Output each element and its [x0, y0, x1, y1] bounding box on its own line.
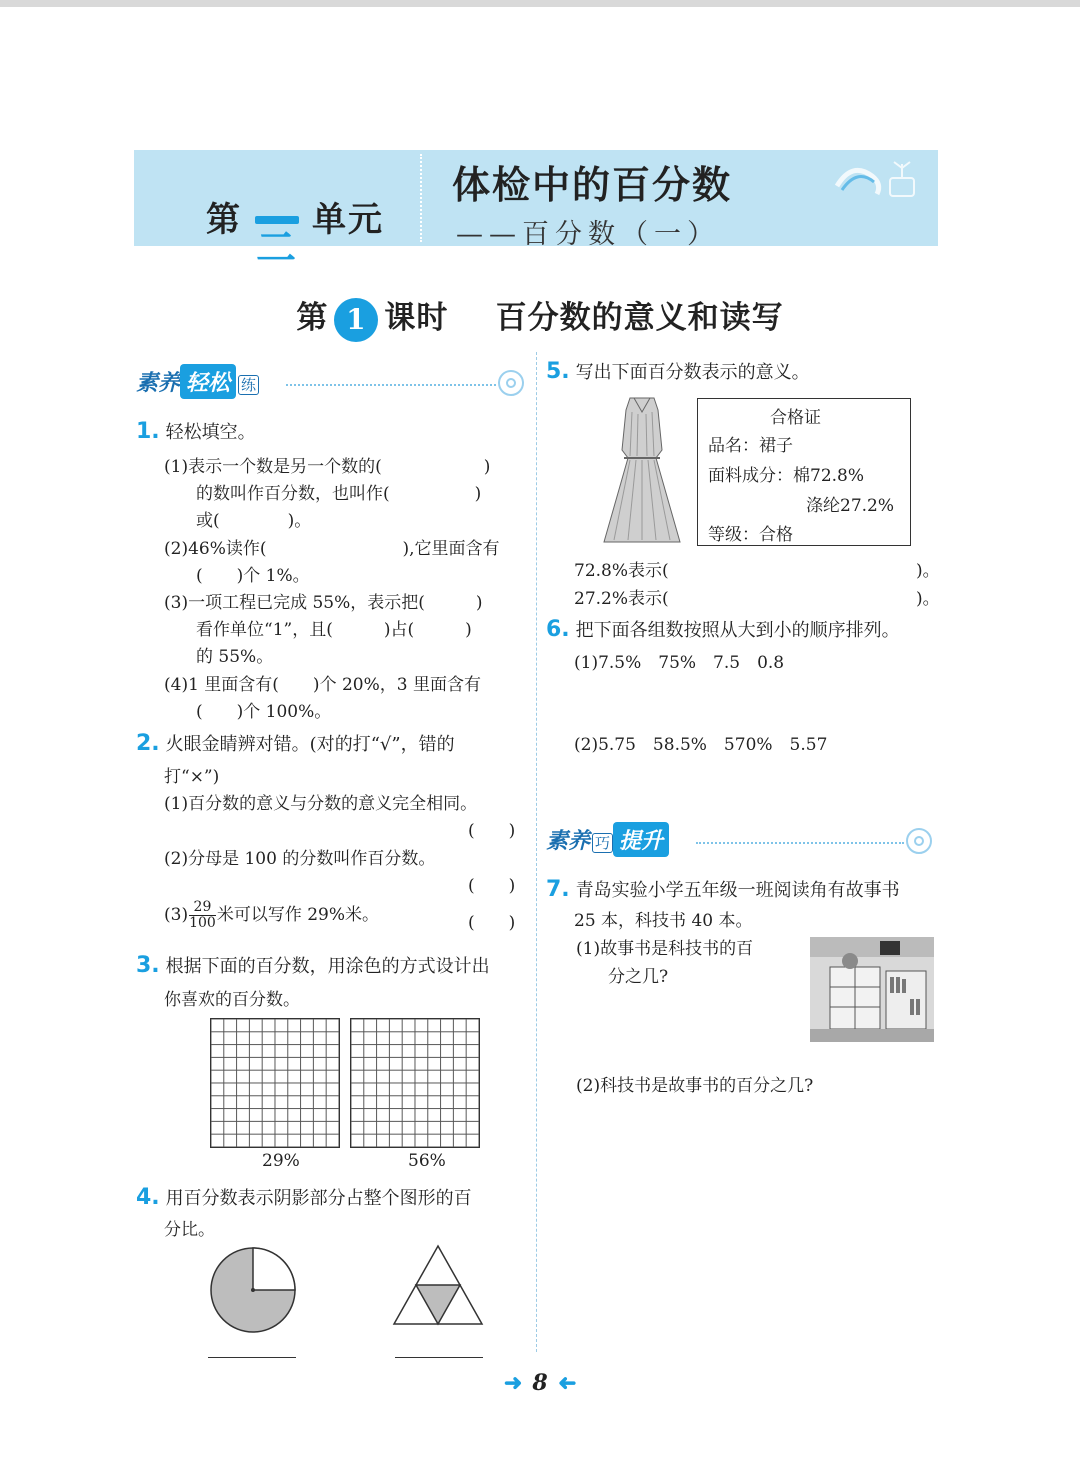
arrow-left-icon: ➜	[557, 1370, 577, 1396]
unit-banner	[134, 150, 938, 271]
grid-label: 56%	[408, 1151, 446, 1171]
lesson-suffix: 课时	[384, 300, 449, 336]
bookshelf-photo	[810, 937, 934, 1042]
column-divider	[536, 352, 537, 1352]
section-dotted-line	[286, 384, 496, 386]
q1-line: (2)46%读作( ),它里面含有	[164, 539, 500, 559]
q2-item-2: (2)分母是 100 的分数叫作百分数。	[164, 849, 436, 869]
unit-suffix: 单元	[312, 200, 384, 240]
hundred-grid[interactable]	[210, 1018, 340, 1148]
unit-title: 体检中的百分数	[452, 163, 733, 207]
q1-line: 的数叫作百分数，也叫作( )	[196, 484, 482, 504]
q7-title-cont: 25 本，科技书 40 本。	[574, 911, 753, 931]
question-5-title	[546, 358, 810, 386]
question-number: 4.	[136, 1185, 160, 1210]
circle-center	[251, 1288, 255, 1292]
cert-title: 合格证	[770, 408, 821, 428]
question-7-title	[546, 876, 900, 904]
question-text: 写出下面百分数表示的意义。	[575, 362, 810, 383]
shaded-circle-figure	[205, 1242, 301, 1338]
section-header-advanced	[546, 822, 936, 858]
q6-item-1: (1)7.5% 75% 7.5 0.8	[574, 653, 785, 673]
cert-fabric-2: 涤纶27.2%	[806, 496, 895, 516]
question-number: 7.	[546, 877, 570, 902]
fraction-denominator: 100	[189, 915, 216, 931]
question-text: 把下面各组数按照从大到小的顺序排列。	[575, 620, 900, 641]
q7-item-1: (1)故事书是科技书的百	[576, 939, 754, 959]
fraction-numerator: 29	[189, 900, 216, 916]
lesson-prefix: 第	[296, 300, 329, 336]
question-text: 火眼金睛辨对错。(对的打“√”，错的	[165, 734, 455, 755]
q7-item-1-cont: 分之几?	[608, 967, 669, 987]
q3-title-cont: 你喜欢的百分数。	[164, 990, 300, 1010]
unit-number-glyph: 二	[255, 216, 299, 224]
target-icon	[906, 828, 932, 854]
question-number: 1.	[136, 419, 160, 444]
q1-line: (1)表示一个数是另一个数的( )	[164, 457, 491, 477]
answer-paren[interactable]: ( )	[468, 876, 516, 896]
answer-line[interactable]	[395, 1357, 483, 1358]
answer-paren[interactable]: ( )	[468, 821, 516, 841]
question-number: 3.	[136, 953, 160, 978]
unit-label	[206, 192, 384, 271]
question-number: 6.	[546, 617, 570, 642]
dress-image	[600, 396, 684, 544]
question-2-title	[136, 730, 455, 758]
q5-line-1: 72.8%表示(	[574, 561, 669, 581]
q1-line: 或( )。	[196, 511, 312, 531]
q1-line: ( )个 1%。	[196, 566, 310, 586]
q6-item-2: (2)5.75 58.5% 570% 5.57	[574, 735, 828, 755]
q1-line: (4)1 里面含有( )个 20%，3 里面含有	[164, 675, 481, 695]
q7-item-2: (2)科技书是故事书的百分之几?	[576, 1076, 814, 1096]
target-icon	[498, 370, 524, 396]
grid-label: 29%	[262, 1151, 300, 1171]
q4-title-cont: 分比。	[164, 1220, 215, 1240]
arrow-right-icon: ➜	[503, 1370, 523, 1396]
q5-line-2: 27.2%表示(	[574, 589, 669, 609]
item-prefix: (3)	[164, 905, 189, 925]
cert-name: 品名：裙子	[708, 436, 793, 456]
answer-line[interactable]	[208, 1357, 296, 1358]
hundred-grid[interactable]	[350, 1018, 480, 1148]
q2-title-cont: 打“×”)	[164, 767, 220, 787]
question-text: 轻松填空。	[165, 422, 256, 443]
page-number-text: 8	[532, 1370, 548, 1396]
q1-line: ( )个 100%。	[196, 702, 332, 722]
lesson-title	[0, 292, 1080, 342]
page-number	[0, 1370, 1080, 1396]
unit-subtitle: ——百分数（一）	[456, 219, 720, 250]
cert-fabric: 面料成分：棉72.8%	[708, 466, 865, 486]
q1-line: 看作单位“1”，且( )占( )	[196, 620, 472, 640]
section-badge: 提升	[613, 822, 669, 857]
decoration-icon	[832, 156, 922, 200]
section-tag: 练	[238, 375, 259, 395]
question-text: 青岛实验小学五年级一班阅读角有故事书	[575, 880, 900, 901]
unit-prefix: 第	[206, 200, 242, 240]
section-badge: 轻松	[180, 364, 236, 399]
top-edge	[0, 0, 1080, 7]
section-tag: 巧	[592, 833, 613, 853]
unit-number	[242, 195, 312, 271]
quality-certificate	[697, 398, 911, 546]
q2-item-3	[164, 900, 379, 931]
question-text: 用百分数表示阴影部分占整个图形的百	[165, 1188, 472, 1209]
question-4-title	[136, 1184, 472, 1212]
circle-unshaded-quarter	[253, 1248, 295, 1290]
question-text: 根据下面的百分数，用涂色的方式设计出	[165, 956, 490, 977]
q1-line: 的 55%。	[196, 647, 274, 667]
question-1-title	[136, 418, 256, 446]
question-6-title	[546, 616, 900, 644]
section-label: 素养	[546, 829, 591, 854]
item-suffix: 米可以写作 29%米。	[216, 905, 380, 925]
question-number: 2.	[136, 731, 160, 756]
answer-paren[interactable]: ( )	[468, 913, 516, 933]
section-header-basic	[136, 364, 526, 400]
question-3-title	[136, 952, 490, 980]
shaded-triangle-figure	[392, 1244, 484, 1328]
banner-divider	[420, 154, 422, 242]
q2-item-1: (1)百分数的意义与分数的意义完全相同。	[164, 794, 478, 814]
lesson-number-badge: 1	[334, 298, 378, 342]
answer-paren-close: )。	[916, 561, 940, 581]
lesson-name: 百分数的意义和读写	[495, 300, 784, 336]
cert-grade: 等级：合格	[708, 525, 793, 545]
q1-line: (3)一项工程已完成 55%，表示把( )	[164, 593, 483, 613]
question-number: 5.	[546, 359, 570, 384]
section-label: 素养	[136, 371, 181, 396]
answer-paren-close: )。	[916, 589, 940, 609]
section-dotted-line	[696, 842, 904, 844]
fraction	[189, 900, 216, 931]
